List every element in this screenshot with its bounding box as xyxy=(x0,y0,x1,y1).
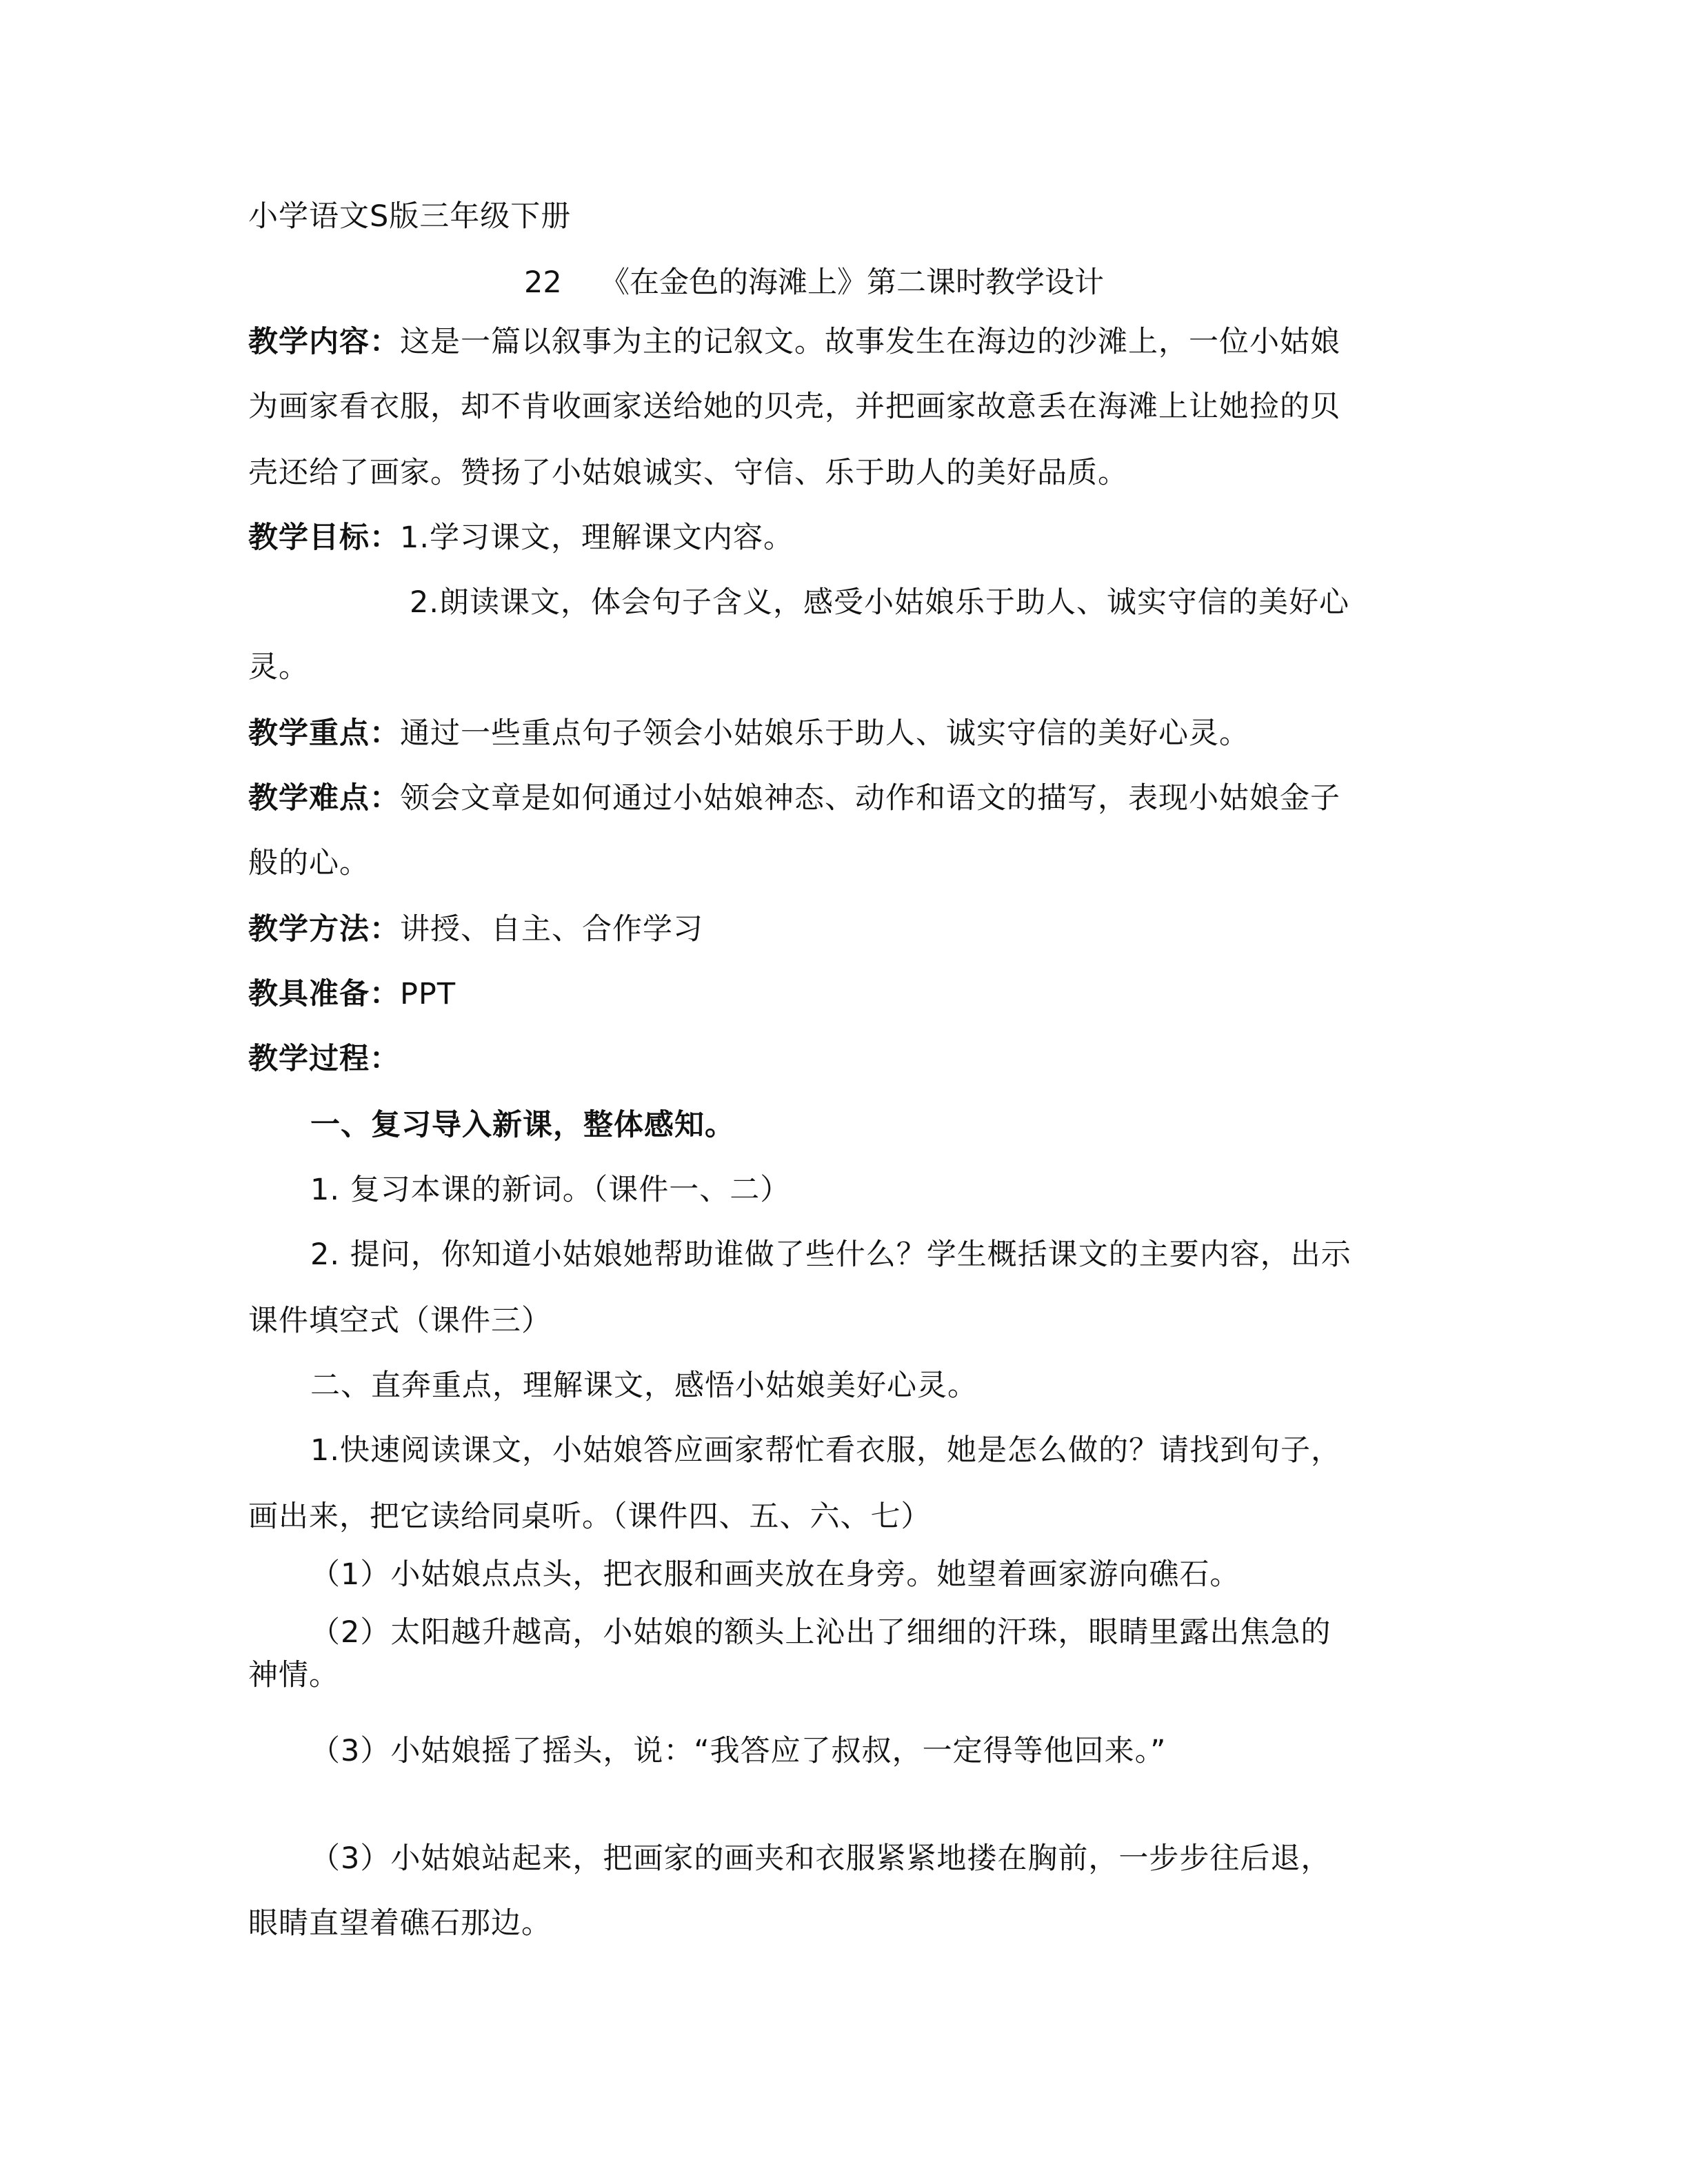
page-title xyxy=(524,262,1104,303)
process-s1-item-1: 1. 复习本课的新词。（课件一、二） xyxy=(310,1173,791,1207)
difficulties-label: 教学难点： xyxy=(248,781,400,816)
lesson-title: 《在金色的海滩上》第二课时教学设计 xyxy=(600,265,1104,300)
process-s1-item-2-line-1: 2. 提问，你知道小姑娘她帮助谁做了些什么？学生概括课文的主要内容，出示 xyxy=(310,1237,1352,1272)
process-label: 教学过程： xyxy=(248,1042,400,1076)
quote-2-line-2: 神情。 xyxy=(248,1658,339,1692)
methods-section xyxy=(248,909,703,950)
goals-label: 教学目标： xyxy=(248,520,400,555)
tools-label: 教具准备： xyxy=(248,977,400,1011)
content-line-3: 壳还给了画家。赞扬了小姑娘诚实、守信、乐于助人的美好品质。 xyxy=(248,456,1128,490)
tools-section xyxy=(248,973,456,1015)
key-points-text: 通过一些重点句子领会小姑娘乐于助人、诚实守信的美好心灵。 xyxy=(400,716,1249,751)
goals-section xyxy=(248,517,794,558)
content-label: 教学内容： xyxy=(248,325,400,359)
quote-4-line-2: 眼睛直望着礁石那边。 xyxy=(248,1906,552,1941)
goal-item-1: 1.学习课文，理解课文内容。 xyxy=(400,520,794,555)
content-section xyxy=(248,321,1340,363)
goal-item-2-line-1: 2.朗读课文，体会句子含义，感受小姑娘乐于助人、诚实守信的美好心 xyxy=(410,585,1350,620)
difficulties-section xyxy=(248,778,1340,819)
course-name: 小学语文S版三年级下册 xyxy=(248,199,572,234)
quote-2-line-1: （2）太阳越升越高，小姑娘的额头上沁出了细细的汗珠，眼睛里露出焦急的 xyxy=(310,1615,1332,1650)
content-line-1: 这是一篇以叙事为主的记叙文。故事发生在海边的沙滩上，一位小姑娘 xyxy=(400,325,1340,359)
quote-1: （1）小姑娘点点头，把衣服和画夹放在身旁。她望着画家游向礁石。 xyxy=(310,1557,1240,1592)
key-points-section xyxy=(248,713,1249,754)
methods-text: 讲授、自主、合作学习 xyxy=(400,912,703,947)
process-section-2: 二、直奔重点，理解课文，感悟小姑娘美好心灵。 xyxy=(310,1368,978,1403)
process-s1-item-2-line-2: 课件填空式（课件三） xyxy=(248,1304,552,1338)
methods-label: 教学方法： xyxy=(248,912,400,947)
key-points-label: 教学重点： xyxy=(248,716,400,751)
content-line-2: 为画家看衣服，却不肯收画家送给她的贝壳，并把画家故意丢在海滩上让她捡的贝 xyxy=(248,390,1340,424)
tools-text: PPT xyxy=(400,977,456,1011)
difficulties-line-2: 般的心。 xyxy=(248,846,370,880)
process-s2-item-1-line-1: 1.快速阅读课文，小姑娘答应画家帮忙看衣服，她是怎么做的？请找到句子， xyxy=(310,1433,1342,1468)
quote-3: （3）小姑娘摇了摇头，说：“我答应了叔叔，一定得等他回来。” xyxy=(310,1734,1167,1768)
difficulties-line-1: 领会文章是如何通过小姑娘神态、动作和语文的描写，表现小姑娘金子 xyxy=(400,781,1340,816)
process-section-1: 一、复习导入新课，整体感知。 xyxy=(310,1108,735,1142)
lesson-number: 22 xyxy=(524,265,562,300)
process-s2-item-1-line-2: 画出来，把它读给同桌听。（课件四、五、六、七） xyxy=(248,1499,932,1534)
quote-4-line-1: （3）小姑娘站起来，把画家的画夹和衣服紧紧地搂在胸前，一步步往后退， xyxy=(310,1841,1332,1876)
goal-item-2-line-2: 灵。 xyxy=(248,650,309,685)
